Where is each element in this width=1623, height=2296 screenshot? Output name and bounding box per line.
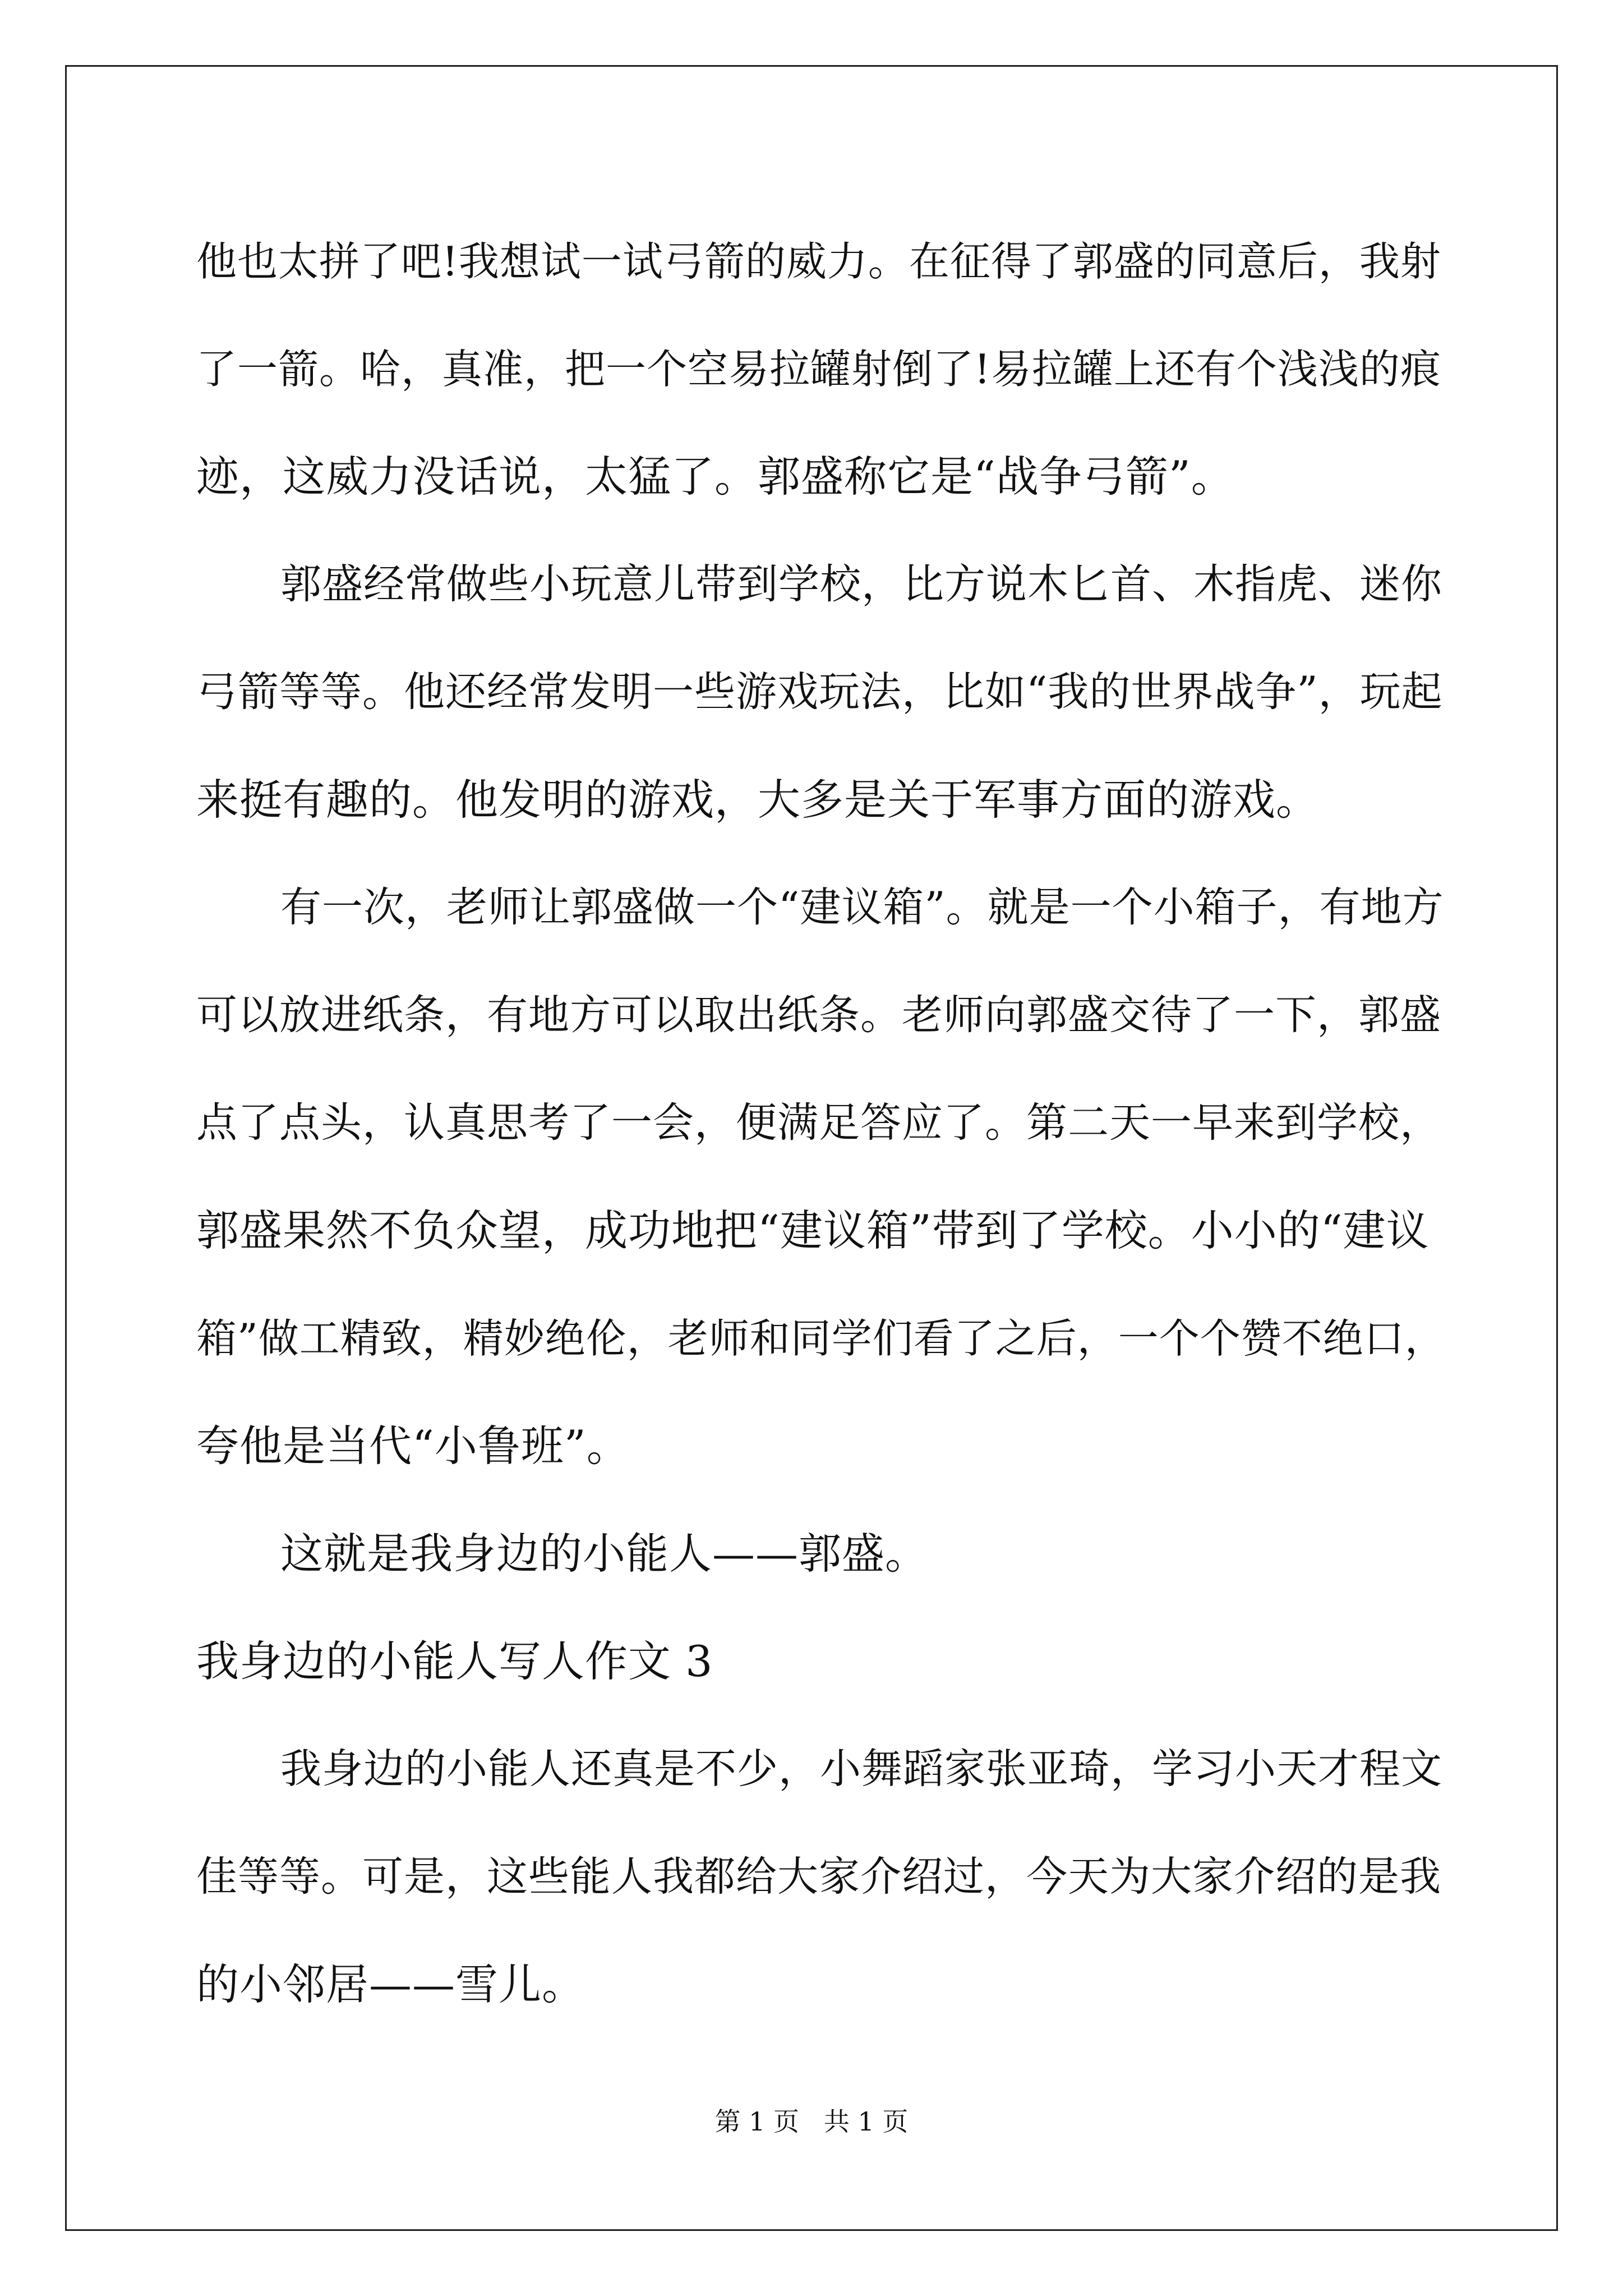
body-line: 这就是我身边的小能人——郭盛。 xyxy=(280,1529,928,1579)
body-line: 了一箭。哈，真准，把一个空易拉罐射倒了!易拉罐上还有个浅浅的痕 xyxy=(196,346,1441,393)
body-line: 可以放进纸条，有地方可以取出纸条。老师向郭盛交待了一下，郭盛 xyxy=(196,991,1441,1039)
body-line: 夸他是当代“小鲁班”。 xyxy=(196,1421,630,1471)
section-heading: 我身边的小能人写人作文 3 xyxy=(196,1636,713,1686)
body-line: 的小邻居——雪儿。 xyxy=(196,1959,585,2009)
body-line: 郭盛果然不负众望，成功地把“建议箱”带到了学校。小小的“建议 xyxy=(196,1205,1430,1255)
body-line: 佳等等。可是，这些能人我都给大家介绍过，今天为大家介绍的是我 xyxy=(196,1853,1441,1901)
document-body xyxy=(196,208,1453,2039)
body-line: 我身边的小能人还真是不少，小舞蹈家张亚琦，学习小天才程文 xyxy=(280,1745,1442,1793)
body-line: 点了点头，认真思考了一会，便满足答应了。第二天一早来到学校， xyxy=(196,1099,1441,1147)
body-line: 他也太拼了吧!我想试一试弓箭的威力。在征得了郭盛的同意后，我射 xyxy=(196,238,1441,285)
body-line: 弓箭等等。他还经常发明一些游戏玩法，比如“我的世界战争”，玩起 xyxy=(196,668,1443,716)
body-line: 来挺有趣的。他发明的游戏，大多是关于军事方面的游戏。 xyxy=(196,775,1319,825)
body-line: 迹，这威力没话说，太猛了。郭盛称它是“战争弓箭”。 xyxy=(196,452,1234,501)
page-number-footer: 第 1 页 共 1 页 xyxy=(714,2106,909,2137)
body-line: 郭盛经常做些小玩意儿带到学校，比方说木匕首、木指虎、迷你 xyxy=(280,560,1442,608)
body-line: 箱”做工精致，精妙绝伦，老师和同学们看了之后，一个个赞不绝口， xyxy=(196,1315,1446,1362)
body-line: 有一次，老师让郭盛做一个“建议箱”。就是一个小箱子，有地方 xyxy=(280,884,1444,931)
